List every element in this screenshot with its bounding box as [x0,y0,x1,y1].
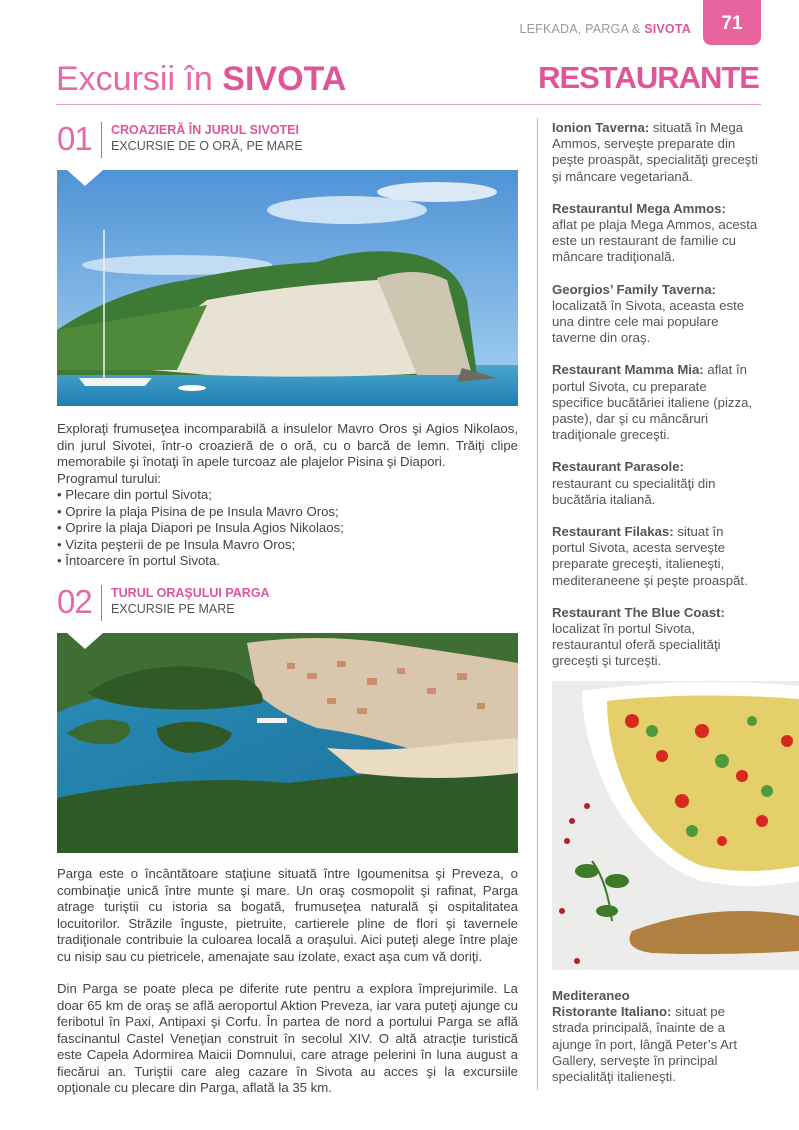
list-item: • Plecare din portul Sivota; [57,487,518,504]
restaurant-name: Ristorante Italiano: [552,1004,672,1020]
restaurant-name: Restaurant The Blue Coast: [552,604,725,620]
list-item [552,605,760,670]
list-item [552,988,760,1085]
restaurant-name: Mediteraneo [552,988,630,1003]
restaurants-title: RESTAURANTE [538,60,759,95]
sivota-island-photo [57,170,518,406]
restaurant-description: localizată în Sivota, aceasta este una dintre cele mai populare taverne din oraş. [552,297,745,346]
excursion-number-02: 02 [57,583,92,620]
list-item [552,459,760,508]
running-header-plain: LEFKADA, PARGA & [519,22,645,36]
restaurant-list-last [552,988,760,1101]
restaurant-description: situată în Mega Ammos, serveşte preparate din peşte proaspăt, specialităţi greceşti şi mâncare vegetariană. [552,120,758,184]
page-title-bold: SIVOTA [222,60,347,98]
photo-notch-01 [67,170,103,186]
list-item [552,120,760,185]
restaurant-name: Restaurantul Mega Ammos: [552,200,726,216]
restaurant-description: restaurant cu specialităţi din bucătăria italiană. [552,475,716,507]
page-title-light: Excursii în [56,60,223,98]
excursion-paragraph-01: Exploraţi frumuseţea incomparabilă a insulelor Mavro Oros şi Agios Nikolaos, din jurul Sivotei, într-o croazieră de o oră, cu o barcă de lemn. Trăiţi clipe memorabile şi înotaţi în apele turcoaz ale plajelor Pisina şi Diapori. [57,421,518,469]
excursion-divider-01 [101,122,102,158]
program-list [57,487,518,570]
restaurant-description: aflat pe plaja Mega Ammos, acesta este un restaurant de familie cu mâncare tradiţională. [552,217,758,265]
list-item: • Vizita peşterii de pe Insula Mavro Oros; [57,537,518,554]
title-divider [56,104,761,105]
program-label: Programul turului: [57,470,162,486]
restaurant-name: Restaurant Parasole: [552,459,684,475]
running-header [519,22,691,36]
list-item [552,201,760,266]
restaurant-name: Restaurant Filakas: [552,524,674,540]
excursion-divider-02 [101,585,102,621]
couscous-salad-photo [552,681,799,970]
list-item [552,362,760,443]
list-item [552,524,760,589]
list-item: • Întoarcere în portul Sivota. [57,553,518,570]
restaurant-description: situat pe strada principală, înainte de a ajunge în port, lângă Peter’s Art Gallery, serveşte în principal specialităţi italieneşti. [552,1004,737,1085]
running-header-bold: SIVOTA [644,22,691,36]
excursion-heading-02: TURUL ORAŞULUI PARGA [111,586,270,600]
restaurant-description: situat în portul Sivota, acesta serveşte preparate greceşti, italieneşti, mediteraneene şi peşte proaspăt. [552,524,748,588]
excursion-paragraph-02a: Parga este o încântătoare staţiune situată între Igoumenitsa şi Preveza, o combinaţie unică între munte şi mare. Un oraş cosmopolit şi rafinat, Parga atrage turiştii cu istoria sa bogată, frumuseţea naturală şi ospitalitatea locuitorilor. Străzile înguste, pietruite, cartierele pline de flori şi tavernele tradiţionale contribuie la culoarea locală a oraşului. Aici puteţi alege între plaje cu nisip sau cu pietricele, amenajate sau izolate, exact aşa cum vă doriţi. [57,866,518,964]
excursion-text-01 [57,421,518,570]
excursion-subheading-01: EXCURSIE DE O ORĂ, PE MARE [111,139,303,153]
page-number: 71 [703,0,761,45]
parga-town-photo [57,633,518,853]
photo-notch-02 [67,633,103,649]
restaurant-name: Ionion Taverna: [552,120,650,135]
excursion-heading-01: CROAZIERĂ ÎN JURUL SIVOTEI [111,123,299,137]
restaurant-name: Restaurant Mamma Mia: [552,362,704,378]
excursion-text-02 [57,866,518,1097]
excursion-number-01: 01 [57,120,92,157]
restaurant-name: Georgios’ Family Taverna: [552,281,716,297]
excursion-paragraph-02b: Din Parga se poate pleca pe diferite rute pentru a explora împrejurimile. La doar 65 km de oraş se află aeroportul Aktion Preveza, iar vara puteţi ajunge cu feribotul în Paxi, Antipaxi şi Corfu. În partea de nord a portului Parga se află fascinantul Castel Veneţian construit în secolul XIV. O altă atracţie turistică este Capela Adormirea Maicii Domnului, care atrage pelerini în luna august a fiecărui an. Turiştii care aleg cazare în Sivota au acces şi la excursiile opţionale cu plecare din Parga, aflată la 35 km. [57,981,518,1095]
page-title [56,60,346,99]
list-item: • Oprire la plaja Pisina de pe Insula Mavro Oros; [57,504,518,521]
list-item [552,282,760,347]
list-item: • Oprire la plaja Diapori pe Insula Agios Nikolaos; [57,520,518,537]
restaurant-list [552,120,760,686]
column-divider [537,118,538,1090]
excursion-subheading-02: EXCURSIE PE MARE [111,602,235,616]
restaurant-description: aflat în portul Sivota, cu preparate specifice bucătăriei italiene (pizza, paste), dar şi cu mâncăruri tradiţionale greceşti. [552,362,753,443]
restaurant-description: localizat în portul Sivota, restaurantul oferă specialităţi greceşti şi turceşti. [552,621,721,669]
